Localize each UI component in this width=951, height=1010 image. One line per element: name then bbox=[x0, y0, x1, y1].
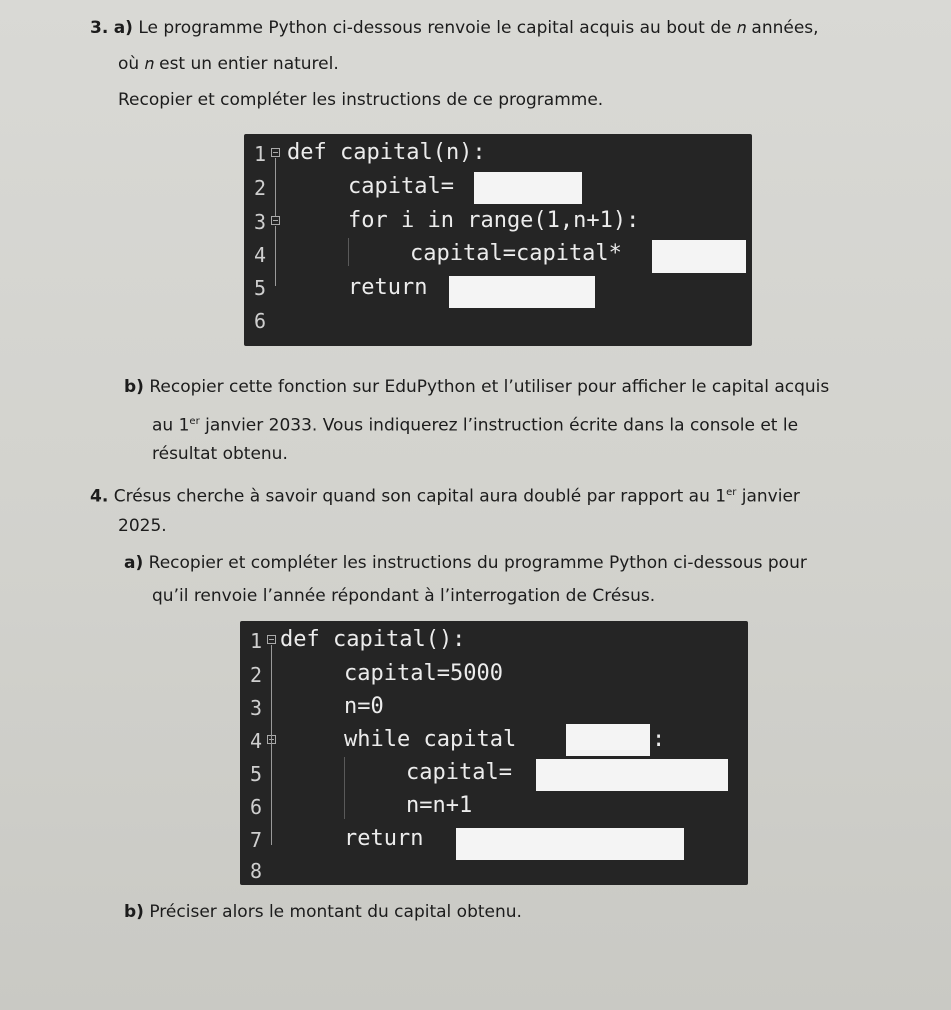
line-gutter bbox=[240, 621, 280, 885]
line-number: 6 bbox=[250, 795, 263, 819]
blank-while-condition bbox=[566, 724, 650, 756]
blank-return-value bbox=[456, 828, 684, 860]
indent-guide bbox=[344, 757, 345, 819]
line-number: 3 bbox=[254, 210, 267, 234]
indent-guide bbox=[348, 238, 349, 266]
line-number: 4 bbox=[254, 243, 267, 267]
line-number: 7 bbox=[250, 828, 263, 852]
line-number: 6 bbox=[254, 309, 267, 333]
line-number: 1 bbox=[254, 142, 267, 166]
fold-icon bbox=[271, 216, 280, 225]
q3-b-line3: résultat obtenu. bbox=[152, 444, 288, 464]
code-line-2: capital=5000 bbox=[344, 661, 503, 686]
q3-number: 3. bbox=[90, 18, 109, 38]
code-line-1: def capital(n): bbox=[287, 140, 486, 165]
superscript: er bbox=[726, 487, 737, 498]
line-number: 2 bbox=[254, 176, 267, 200]
q3-b-line2 bbox=[152, 410, 798, 438]
code-line-7: return bbox=[344, 826, 424, 851]
code-line-1: def capital(): bbox=[280, 627, 466, 652]
superscript: er bbox=[189, 416, 200, 427]
q4-b-label: b) bbox=[124, 902, 144, 922]
q3-intro bbox=[90, 16, 819, 40]
code-line-3: n=0 bbox=[344, 694, 384, 719]
q4-a-line1 bbox=[124, 551, 807, 575]
q4-line2: 2025. bbox=[118, 516, 167, 536]
code-line-6: n=n+1 bbox=[406, 793, 473, 818]
code-line-3: for i in range(1,n+1): bbox=[348, 208, 640, 233]
q4-a-label: a) bbox=[124, 553, 144, 573]
line-number: 5 bbox=[250, 762, 263, 786]
blank-initial-capital bbox=[474, 172, 582, 204]
q3-a-text: Le programme Python ci-dessous renvoie le capital acquis au bout de 𝑛 années, bbox=[138, 18, 819, 38]
q4-b-line1 bbox=[124, 900, 522, 924]
q3-a-line2: où 𝑛 est un entier naturel. bbox=[118, 54, 339, 74]
line-number: 8 bbox=[250, 859, 263, 883]
code-line-4: while capital bbox=[344, 727, 517, 752]
q4-line1-pre: Crésus cherche à savoir quand son capital aura doublé par rapport au 1 bbox=[113, 486, 727, 507]
line-number: 4 bbox=[250, 729, 263, 753]
q4-a-text: Recopier et compléter les instructions du programme Python ci-dessous pour bbox=[148, 553, 807, 573]
q3-a-line3: Recopier et compléter les instructions de ce programme. bbox=[118, 90, 604, 110]
q4-line1-post: janvier bbox=[736, 486, 800, 507]
blank-multiplier bbox=[652, 240, 746, 273]
line-gutter bbox=[244, 134, 284, 346]
q4-number: 4. bbox=[90, 486, 109, 507]
code-line-4-end: : bbox=[652, 727, 666, 752]
line-number: 3 bbox=[250, 696, 263, 720]
fold-guide bbox=[271, 645, 272, 845]
q3-a-label: a) bbox=[113, 18, 133, 38]
blank-capital-update bbox=[536, 759, 728, 791]
fold-guide bbox=[275, 226, 276, 286]
code-line-5: return bbox=[348, 275, 428, 300]
line-number: 1 bbox=[250, 629, 263, 653]
line-number: 5 bbox=[254, 276, 267, 300]
fold-icon bbox=[271, 148, 280, 157]
q3-b-text: Recopier cette fonction sur EduPython et l’utiliser pour afficher le capital acquis bbox=[149, 377, 830, 397]
code-line-2: capital= bbox=[348, 174, 454, 199]
code-block-1 bbox=[244, 134, 752, 346]
q4-line1 bbox=[90, 481, 800, 509]
q4-b-text: Préciser alors le montant du capital obtenu. bbox=[149, 902, 522, 922]
q3-b-line1 bbox=[124, 375, 829, 399]
code-line-5: capital= bbox=[406, 760, 512, 785]
code-block-2 bbox=[240, 621, 748, 885]
fold-icon bbox=[267, 635, 276, 644]
q4-a-line2: qu’il renvoie l’année répondant à l’interrogation de Crésus. bbox=[152, 586, 656, 606]
line-number: 2 bbox=[250, 663, 263, 687]
q3-b-line2-post: janvier 2033. Vous indiquerez l’instruction écrite dans la console et le bbox=[199, 415, 799, 436]
blank-return-value bbox=[449, 276, 595, 308]
fold-guide bbox=[275, 158, 276, 216]
q3-b-line2-pre: au 1 bbox=[152, 415, 190, 436]
q3-b-label: b) bbox=[124, 377, 144, 397]
code-line-4: capital=capital* bbox=[410, 241, 622, 266]
